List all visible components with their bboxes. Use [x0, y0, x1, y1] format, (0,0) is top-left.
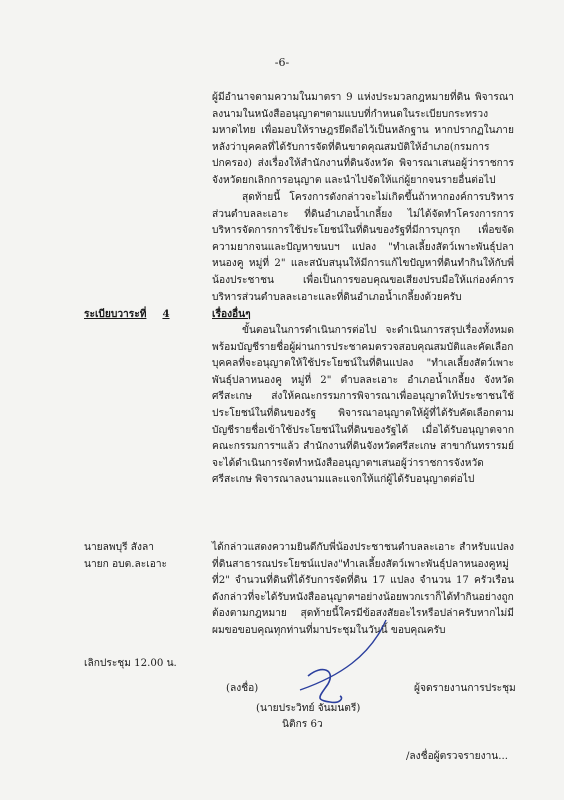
recorder-role: ผู้จดรายงานการประชุม — [414, 683, 516, 694]
agenda-number: 4 — [162, 308, 170, 320]
agenda-heading — [84, 306, 170, 324]
agenda-label: ระเบียบวาระที่ — [84, 308, 147, 320]
agenda-topic-block — [212, 306, 514, 324]
paragraph-2-text: สุดท้ายนี้ โครงการดังกล่าวจะไม่เกิดขึ้นถ้าหากองค์การบริหารส่วนตำบลละเอาะ ที่ดินอำเภอน้ำเกลี้ยง ไม่ได้จัดทำโครงการการบริหารจัดการการใช้ประโยชน์ในที่ดินของรัฐที่มีการบุกรุก เพื่อขจัดความยากจนและปัญหาขนบฯ แปลง "ทำเลเลี้ยงสัตว์เพาะพันธุ์ปลา หนองคู หมู่ที่ 2" และสนับสนุนให้มีการแก้ไขปัญหาที่ดินทำกินให้กับพี่น้องประชาชน เพื่อเป็นการขอบคุณขอเสียงปรบมือให้แก่องค์การบริหารส่วนตำบลละเอาะและที่ดินอำเภอน้ำเกลี้ยงด้วยครับ — [212, 192, 514, 303]
paragraph-1 — [212, 90, 514, 190]
speaker — [84, 540, 167, 573]
paragraph-4-text: ได้กล่าวแสดงความยินดีกับพี่น้องประชาชนตำบลละเอาะ สำหรับแปลงที่ดินสาธารณประโยชน์แปลง"ทำเลเลี้ยงสัตว์เพาะพันธุ์ปลาหนองคูหมู่ที่2" จำนวนที่ดินที่ได้รับการจัดที่ดิน 17 แปลง จำนวน 17 ครัวเรือนดังกล่าวที่จะได้รับหนังสืออนุญาตฯอย่างน้อยพวกเราก็ได้ทำกินอย่างถูกต้องตามกฎหมาย สุดท้ายนี้ใครมีข้อสงสัยอะไรหรือปล่าครับหากไม่มีผมขอขอบคุณทุกท่านที่มาประชุมในวันนี้ ขอบคุณครับ — [212, 542, 514, 636]
paragraph-3-text: ขั้นตอนในการดำเนินการต่อไป จะดำเนินการสรุปเรื่องทั้งหมด พร้อมบัญชีรายชื่อผู้ผ่านการประชาคมตรวจสอบคุณสมบัติและคัดเลือกบุคคลที่จะอนุญาตให้ใช้ประโยชน์ในที่ดินแปลง "ทำเลเลี้ยงสัตว์เพาะพันธุ์ปลาหนองคู หมู่ที่ 2" ตำบลละเอาะ อำเภอน้ำเกลี้ยง จังหวัดศรีสะเกษ ส่งให้คณะกรรมการพิจารณาเพื่ออนุญาตให้ประชาชนใช้ประโยชน์ในที่ดินของรัฐ พิจารณาอนุญาตให้ผู้ที่ได้รับคัดเลือกตามบัญชีรายชื่อเข้าใช้ประโยชน์ในที่ดินของรัฐได้ เมื่อได้รับอนุญาตจากคณะกรรมการฯแล้ว สำนักงานที่ดินจังหวัดศรีสะเกษ สาขากันทรารมย์ จะได้ดำเนินการจัดทำหนังสืออนุญาตฯเสนอผู้ว่าราชการจังหวัดศรีสะเกษ พิจารณาลงนามและแจกให้แก่ผู้ได้รับอนุญาตต่อไป — [212, 325, 514, 486]
speaker-position: นายก อบต.ละเอาะ — [84, 558, 168, 570]
paragraph-3 — [212, 323, 514, 489]
closing-time: เลิกประชุม 12.00 น. — [84, 658, 177, 669]
sign-label: (ลงชื่อ) — [226, 683, 259, 694]
speaker-name: นายลพบุรี สังลา — [84, 542, 154, 553]
agenda-topic: เรื่องอื่นๆ — [212, 308, 251, 320]
page-number: -6- — [274, 56, 290, 69]
reviewer-sign-line: /ลงชื่อผู้ตรวจรายงาน... — [406, 751, 508, 762]
signer-name: (นายประวิทย์ จันมนตรี) — [256, 703, 361, 714]
paragraph-2 — [212, 190, 514, 306]
paragraph-1-text: ผู้มีอำนาจตามความในมาตรา 9 แห่งประมวลกฎหมายที่ดิน พิจารณาลงนามในหนังสืออนุญาตฯตามแบบที่กำหนดในระเบียบกระทรวงมหาดไทย เพื่อมอบให้ราษฎรยึดถือไว้เป็นหลักฐาน หากปรากฏในภายหลังว่าบุคคลที่ได้รับการจัดที่ดินขาดคุณสมบัติให้อำเภอ(กรมการปกครอง) ส่งเรื่องให้สำนักงานที่ดินจังหวัด พิจารณาเสนอผู้ว่าราชการจังหวัดยกเลิกการอนุญาต และนำไปจัดให้แก่ผู้ยากจนรายอื่นต่อไป — [212, 92, 514, 186]
signer-title: นิติกร 6ว — [282, 719, 323, 730]
